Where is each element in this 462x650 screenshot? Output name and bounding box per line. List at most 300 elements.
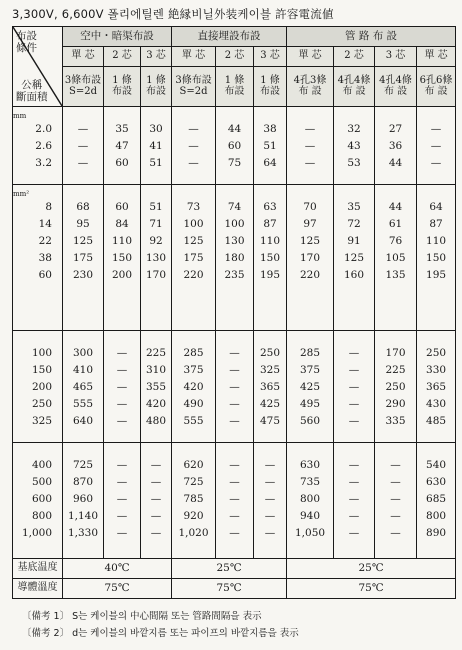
- size-value: 325: [31, 415, 52, 427]
- ampacity-value: 36: [388, 140, 403, 152]
- ampacity-value: 800: [300, 493, 321, 505]
- ampacity-value: 250: [385, 381, 406, 393]
- ampacity-value: 495: [300, 398, 321, 410]
- ampacity-value: —: [229, 459, 240, 471]
- data-block-row: [13, 331, 456, 443]
- ampacity-value: 425: [260, 398, 281, 410]
- value-stack: [287, 447, 333, 542]
- ampacity-value: 785: [183, 493, 204, 505]
- value-stack: [417, 447, 455, 542]
- ampacity-value: 230: [72, 269, 94, 281]
- condition-line: 1 條: [146, 75, 166, 86]
- ampacity-value: 97: [303, 218, 317, 230]
- ampacity-value: 130: [145, 252, 167, 264]
- group-direct-burial: 直接埋設布設: [172, 27, 287, 47]
- value-stack: [63, 111, 103, 172]
- condition-line: 3條布設: [175, 75, 212, 86]
- ampacity-value: —: [390, 476, 401, 488]
- ampacity-value: —: [348, 493, 360, 505]
- ampacity-value: 920: [183, 510, 204, 522]
- value-stack: [172, 335, 215, 430]
- ampacity-value: 74: [227, 201, 242, 213]
- ampacity-value: 485: [426, 415, 447, 427]
- ampacity-value: 250: [426, 347, 447, 359]
- ampacity-value: —: [390, 459, 401, 471]
- value-column-cell: [104, 443, 141, 559]
- size-value: 3.2: [35, 157, 52, 169]
- ampacity-value: 60: [115, 157, 129, 169]
- value-stack: [216, 189, 253, 284]
- ampacity-value: 225: [385, 364, 406, 376]
- size-column-cell: [13, 443, 63, 559]
- ampacity-value: —: [348, 415, 360, 427]
- value-stack: [254, 111, 286, 172]
- core-header: 3 芯: [375, 47, 417, 67]
- ampacity-value: 685: [426, 493, 447, 505]
- ampacity-value: 200: [111, 269, 133, 281]
- ampacity-value: 35: [115, 123, 129, 135]
- value-stack: [216, 335, 253, 430]
- value-column-cell: [417, 331, 456, 443]
- ampacity-value: —: [116, 381, 128, 393]
- ampacity-value: 35: [347, 201, 361, 213]
- core-header: 單 芯: [417, 47, 456, 67]
- ampacity-value: 555: [183, 415, 204, 427]
- value-column-cell: [287, 331, 334, 443]
- notes: [22, 608, 299, 642]
- condition-line: 布設: [112, 85, 132, 97]
- value-column-cell: [334, 331, 375, 443]
- cond_temp-label: 導體溫度: [13, 579, 63, 599]
- ampacity-value: 540: [426, 459, 447, 471]
- ampacity-value: 1,330: [67, 527, 99, 539]
- ampacity-value: 430: [426, 398, 447, 410]
- ampacity-value: 475: [260, 415, 281, 427]
- value-stack: [334, 447, 374, 542]
- ampacity-value: 560: [300, 415, 321, 427]
- ampacity-value: 30: [149, 123, 163, 135]
- condition-line: 1 條: [112, 75, 132, 86]
- value-stack: [287, 189, 333, 284]
- corner-top-line1: 布設: [16, 30, 37, 42]
- corner-top-line2: 條件: [16, 42, 37, 55]
- ampacity-value: —: [150, 493, 162, 505]
- unit-spacer: [283, 335, 337, 345]
- ampacity-value: —: [304, 157, 316, 169]
- ampacity-value: —: [348, 476, 360, 488]
- ampacity-value: 175: [72, 252, 94, 264]
- ampacity-value: —: [77, 157, 89, 169]
- value-stack: [375, 447, 416, 542]
- size-value: 2.6: [35, 140, 52, 152]
- ampacity-value: 84: [115, 218, 129, 230]
- value-stack: [334, 111, 374, 172]
- ampacity-value: 630: [426, 476, 447, 488]
- value-stack: [104, 335, 140, 430]
- condition-line: 布 設: [383, 85, 408, 97]
- ampacity-value: —: [229, 347, 240, 359]
- ampacity-value: —: [188, 140, 199, 152]
- ampacity-value: —: [430, 140, 442, 152]
- ampacity-value: —: [188, 123, 199, 135]
- size-value: 1,000: [21, 527, 52, 539]
- value-column-cell: [216, 185, 254, 331]
- value-column-cell: [63, 185, 104, 331]
- ampacity-value: 76: [388, 235, 403, 247]
- ampacity-value: 53: [347, 157, 361, 169]
- ampacity-value: 285: [300, 347, 321, 359]
- ampacity-value: —: [116, 459, 128, 471]
- ampacity-value: 375: [183, 364, 204, 376]
- cond_temp-value: 75℃: [63, 579, 172, 599]
- group-header-row: [13, 27, 456, 47]
- ampacity-value: 170: [145, 269, 167, 281]
- corner-top-label: [16, 30, 37, 54]
- ampacity-value: 300: [72, 347, 94, 359]
- ampacity-value: 44: [388, 201, 403, 213]
- ampacity-value: 285: [183, 347, 204, 359]
- size-value: 400: [31, 459, 52, 471]
- value-column-cell: [254, 185, 287, 331]
- value-stack: [287, 335, 333, 430]
- ampacity-value: 44: [227, 123, 242, 135]
- ampacity-value: 75: [227, 157, 242, 169]
- core-header: 2 芯: [104, 47, 141, 67]
- ampacity-value: —: [150, 510, 162, 522]
- ampacity-value: 620: [183, 459, 204, 471]
- ampacity-value: —: [348, 381, 360, 393]
- ampacity-value: —: [116, 347, 128, 359]
- ampacity-value: —: [116, 510, 128, 522]
- value-column-cell: [216, 107, 254, 185]
- value-column-cell: [334, 185, 375, 331]
- condition-line: 布設: [146, 85, 166, 97]
- ampacity-value: —: [229, 364, 240, 376]
- size-value: 2.0: [35, 123, 52, 135]
- value-column-cell: [375, 107, 417, 185]
- ampacity-value: —: [229, 493, 240, 505]
- size-value: 600: [31, 493, 52, 505]
- ampacity-value: 310: [145, 364, 167, 376]
- condition-header: [172, 67, 216, 107]
- ampacity-value: —: [150, 527, 162, 539]
- value-stack: [254, 189, 286, 284]
- ampacity-value: 250: [260, 347, 281, 359]
- condition-line: S=2d: [69, 85, 97, 97]
- value-column-cell: [254, 107, 287, 185]
- size-value: 14: [38, 218, 52, 230]
- value-stack: [417, 189, 455, 284]
- condition-header: [63, 67, 104, 107]
- size-value: 60: [38, 269, 52, 281]
- ampacity-value: 480: [145, 415, 167, 427]
- condition-header: [334, 67, 375, 107]
- ampacity-value: 71: [149, 218, 163, 230]
- value-column-cell: [375, 185, 417, 331]
- ampacity-value: —: [116, 364, 128, 376]
- value-column-cell: [63, 443, 104, 559]
- corner-bottom-label: [16, 79, 48, 103]
- value-stack: [104, 189, 140, 284]
- cond_temp-value: 75℃: [172, 579, 287, 599]
- ampacity-value: —: [264, 476, 276, 488]
- ampacity-value: 490: [183, 398, 204, 410]
- ampacity-value: 64: [263, 157, 277, 169]
- condition-line: 3條布設: [64, 75, 102, 86]
- ampacity-value: —: [229, 381, 240, 393]
- ampacity-value: 335: [385, 415, 406, 427]
- ampacity-value: 32: [347, 123, 361, 135]
- table-title: 3,300V, 6,600V 폴리에틸렌 絶縁비닐外装케이블 許容電流値: [12, 7, 334, 21]
- ampacity-value: 38: [263, 123, 277, 135]
- group-conduit: 管 路 布 設: [287, 27, 456, 47]
- ampacity-value: —: [390, 493, 401, 505]
- value-column-cell: [287, 107, 334, 185]
- ampacity-value: 60: [115, 201, 129, 213]
- corner-bottom-line1: 公稱: [21, 78, 43, 91]
- corner-cell: [13, 27, 63, 107]
- core-header-row: [13, 47, 456, 67]
- ampacity-value: —: [390, 510, 401, 522]
- unit-spacer: [413, 111, 459, 121]
- value-stack: [63, 189, 103, 284]
- value-stack: [216, 111, 253, 172]
- condition-line: 4孔4條: [379, 75, 412, 86]
- ampacity-value: 125: [183, 235, 204, 247]
- ampacity-value: —: [264, 459, 276, 471]
- core-header: 單 芯: [287, 47, 334, 67]
- core-header: 3 芯: [254, 47, 287, 67]
- unit-spacer: [5, 335, 52, 345]
- base_temp-value: 40℃: [63, 559, 172, 579]
- ampacity-value: 375: [300, 364, 321, 376]
- ampacity-value: 60: [227, 140, 242, 152]
- ampacity-value: —: [77, 123, 89, 135]
- value-column-cell: [172, 443, 216, 559]
- ampacity-value: 105: [385, 252, 406, 264]
- ampacity-value: 325: [260, 364, 281, 376]
- ampacity-value: —: [348, 527, 360, 539]
- size-stack: [13, 335, 62, 430]
- unit-label: mm²: [13, 190, 30, 198]
- ampacity-value: 800: [426, 510, 447, 522]
- ampacity-value: 1,050: [295, 527, 326, 539]
- ampacity-value: 725: [183, 476, 204, 488]
- value-stack: [254, 335, 286, 430]
- ampacity-value: 225: [145, 347, 167, 359]
- unit-spacer: [283, 189, 337, 199]
- base_temp-label: 基底温度: [13, 559, 63, 579]
- ampacity-value: —: [348, 347, 360, 359]
- ampacity-value: —: [430, 123, 442, 135]
- value-column-cell: [63, 107, 104, 185]
- value-column-cell: [254, 331, 287, 443]
- base_temp-value: 25℃: [172, 559, 287, 579]
- ampacity-value: —: [116, 493, 128, 505]
- ampacity-table: [12, 26, 456, 599]
- ampacity-value: —: [229, 510, 240, 522]
- size-value: 38: [38, 252, 52, 264]
- ampacity-value: 150: [260, 252, 281, 264]
- value-stack: [417, 111, 455, 172]
- ampacity-value: —: [264, 527, 276, 539]
- ampacity-value: 44: [388, 157, 403, 169]
- condition-line: 4孔3條: [293, 75, 327, 86]
- ampacity-value: —: [116, 476, 128, 488]
- cond_temp-row: [13, 579, 456, 599]
- size-stack: [13, 447, 62, 542]
- value-column-cell: [417, 107, 456, 185]
- condition-line: 1 條: [224, 75, 245, 86]
- ampacity-value: —: [116, 415, 128, 427]
- value-column-cell: [141, 185, 172, 331]
- condition-line: S=2d: [179, 85, 208, 97]
- ampacity-value: 135: [385, 269, 406, 281]
- ampacity-value: —: [116, 398, 128, 410]
- value-column-cell: [141, 331, 172, 443]
- ampacity-value: 870: [72, 476, 94, 488]
- ampacity-value: 68: [76, 201, 90, 213]
- size-value: 500: [31, 476, 52, 488]
- ampacity-value: 220: [183, 269, 204, 281]
- unit-spacer: [5, 447, 52, 457]
- core-header: 3 芯: [141, 47, 172, 67]
- ampacity-value: 100: [224, 218, 245, 230]
- ampacity-value: —: [150, 459, 162, 471]
- value-stack: [104, 111, 140, 172]
- value-column-cell: [104, 331, 141, 443]
- value-column-cell: [334, 443, 375, 559]
- ampacity-value: 73: [186, 201, 201, 213]
- core-header: 2 芯: [334, 47, 375, 67]
- ampacity-value: 465: [72, 381, 94, 393]
- value-column-cell: [287, 443, 334, 559]
- data-block-row: [13, 185, 456, 331]
- ampacity-value: 64: [429, 201, 443, 213]
- condition-header: [417, 67, 456, 107]
- ampacity-value: —: [229, 415, 240, 427]
- value-column-cell: [172, 331, 216, 443]
- value-stack: [254, 447, 286, 542]
- size-column-cell: [13, 185, 63, 331]
- condition-line: 布設: [224, 85, 245, 97]
- condition-header: [216, 67, 254, 107]
- core-header: 單 芯: [63, 47, 104, 67]
- ampacity-value: 425: [300, 381, 321, 393]
- ampacity-value: —: [348, 459, 360, 471]
- value-column-cell: [417, 185, 456, 331]
- value-stack: [172, 111, 215, 172]
- condition-line: 6孔6條: [419, 75, 453, 86]
- ampacity-value: —: [188, 157, 199, 169]
- ampacity-value: —: [348, 398, 360, 410]
- ampacity-value: —: [348, 510, 360, 522]
- value-stack: [375, 335, 416, 430]
- ampacity-value: 365: [426, 381, 447, 393]
- size-value: 100: [31, 347, 52, 359]
- ampacity-value: 890: [426, 527, 447, 539]
- size-value: 150: [31, 364, 52, 376]
- size-stack: [13, 189, 62, 284]
- ampacity-value: —: [390, 527, 401, 539]
- note-1: 〔備考 1〕 S는 케이블의 中心間隔 또는 管路間隔을 表示: [22, 611, 262, 622]
- ampacity-value: 110: [111, 235, 133, 247]
- condition-line: 4孔4條: [337, 75, 371, 86]
- ampacity-value: 195: [426, 269, 447, 281]
- ampacity-value: 160: [344, 269, 365, 281]
- value-column-cell: [375, 331, 417, 443]
- size-value: 800: [31, 510, 52, 522]
- value-column-cell: [104, 107, 141, 185]
- ampacity-value: 110: [260, 235, 281, 247]
- data-block-row: [13, 107, 456, 185]
- ampacity-value: 725: [72, 459, 94, 471]
- ampacity-value: 1,140: [67, 510, 99, 522]
- value-stack: [141, 111, 171, 172]
- ampacity-value: 355: [145, 381, 167, 393]
- ampacity-value: 150: [426, 252, 447, 264]
- ampacity-value: 47: [115, 140, 129, 152]
- ampacity-value: 735: [300, 476, 321, 488]
- value-column-cell: [287, 185, 334, 331]
- size-value: 22: [38, 235, 52, 247]
- unit-spacer: [413, 189, 459, 199]
- ampacity-value: 92: [149, 235, 163, 247]
- size-column-cell: [13, 331, 63, 443]
- corner-bottom-line2: 斷面積: [16, 90, 48, 103]
- condition-line: 布 設: [424, 85, 448, 97]
- ampacity-value: 87: [263, 218, 277, 230]
- ampacity-value: 110: [426, 235, 447, 247]
- ampacity-value: 630: [300, 459, 321, 471]
- ampacity-value: 180: [224, 252, 245, 264]
- value-column-cell: [417, 443, 456, 559]
- ampacity-value: —: [304, 140, 316, 152]
- value-stack: [417, 335, 455, 430]
- ampacity-value: 420: [183, 381, 204, 393]
- condition-line: 1 條: [260, 75, 280, 86]
- condition-header-row: [13, 67, 456, 107]
- condition-header: [104, 67, 141, 107]
- ampacity-value: 100: [183, 218, 204, 230]
- ampacity-value: —: [116, 527, 128, 539]
- ampacity-value: 125: [300, 235, 321, 247]
- value-column-cell: [375, 443, 417, 559]
- value-stack: [172, 447, 215, 542]
- value-column-cell: [216, 443, 254, 559]
- ampacity-value: 130: [224, 235, 245, 247]
- ampacity-value: —: [229, 527, 240, 539]
- ampacity-value: 61: [388, 218, 403, 230]
- ampacity-value: 290: [385, 398, 406, 410]
- value-column-cell: [63, 331, 104, 443]
- ampacity-value: 51: [149, 201, 163, 213]
- size-column-cell: [13, 107, 63, 185]
- base_temp-value: 25℃: [287, 559, 456, 579]
- value-stack: [141, 189, 171, 284]
- ampacity-value: 150: [111, 252, 133, 264]
- value-stack: [287, 111, 333, 172]
- value-stack: [334, 189, 374, 284]
- value-stack: [375, 189, 416, 284]
- ampacity-value: —: [304, 123, 316, 135]
- value-column-cell: [334, 107, 375, 185]
- ampacity-value: 27: [388, 123, 403, 135]
- condition-header: [254, 67, 287, 107]
- ampacity-value: 195: [260, 269, 281, 281]
- core-header: 單 芯: [172, 47, 216, 67]
- ampacity-value: 125: [72, 235, 94, 247]
